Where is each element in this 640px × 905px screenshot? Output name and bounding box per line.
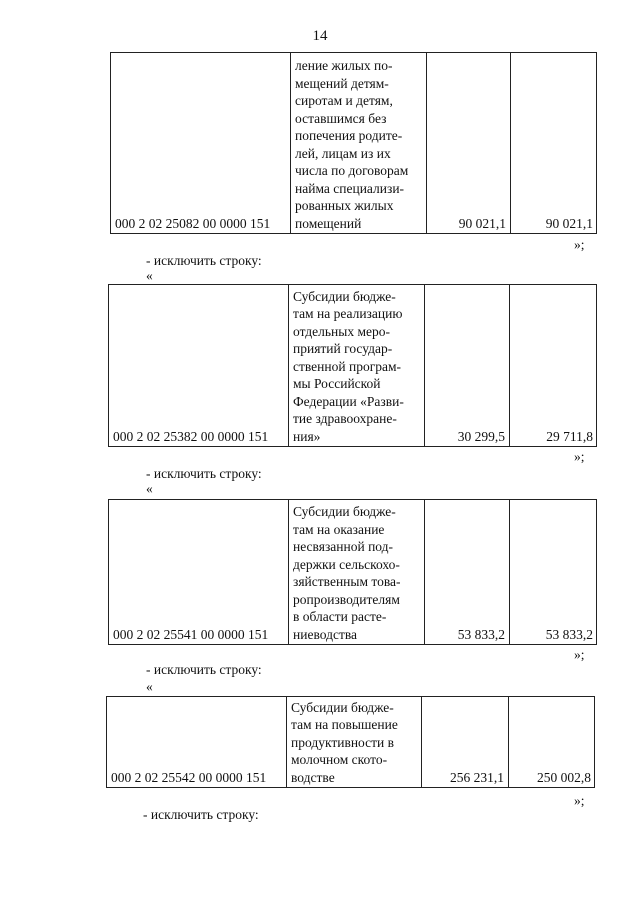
budget-code: 000 2 02 25382 00 0000 151 [113, 429, 269, 444]
row-value-1: 30 299,5 [457, 429, 505, 444]
row-value-1: 53 833,2 [457, 627, 505, 642]
closing-quote: »; [574, 237, 585, 252]
row-value-1: 90 021,1 [458, 216, 506, 231]
row-description: ление жилых по- мещений детям- сиротам и детям, оставшимся без попечения родите- лей, лицам из их числа по договорам найма специализи- рованных жилых помещений [295, 58, 409, 231]
row-value-2: 29 711,8 [546, 429, 593, 444]
instruction-text: - исключить строку: [143, 807, 259, 822]
closing-quote: »; [574, 449, 585, 464]
row-value-2: 90 021,1 [545, 216, 593, 231]
row-description: Субсидии бюдже- там на повышение продуктивности в молочном ското- водстве [291, 699, 398, 785]
description-cell [291, 53, 427, 233]
code-cell [109, 500, 289, 644]
opening-quote: « [146, 268, 153, 283]
row-description: Субсидии бюдже- там на реализацию отдельных меро- приятий государ- ственной програм- мы Российской Федерации «Разви- тие здравоохране- ния» [293, 288, 404, 444]
table-row [110, 52, 597, 234]
row-description: Субсидии бюдже- там на оказание несвязанной под- держки сельскохо- зяйственным това- ропроизводителям в области расте- ниеводства [293, 504, 401, 642]
code-cell [111, 53, 291, 233]
description-cell [289, 285, 425, 446]
row-value-2: 250 002,8 [537, 770, 591, 785]
value1-cell [425, 500, 510, 644]
instruction-text: - исключить строку: [146, 662, 262, 677]
code-cell [109, 285, 289, 446]
table-row [106, 696, 595, 788]
budget-code: 000 2 02 25542 00 0000 151 [111, 770, 267, 785]
value1-cell [425, 285, 510, 446]
description-cell [289, 500, 425, 644]
closing-quote: »; [574, 647, 585, 662]
budget-code: 000 2 02 25541 00 0000 151 [113, 627, 269, 642]
code-cell [107, 697, 287, 787]
value2-cell [510, 500, 597, 644]
row-value-2: 53 833,2 [545, 627, 593, 642]
table-row [108, 499, 597, 645]
row-value-1: 256 231,1 [450, 770, 504, 785]
value2-cell [511, 53, 597, 233]
page-number: 14 [312, 28, 328, 44]
closing-quote: »; [574, 793, 585, 808]
value2-cell [509, 697, 595, 787]
description-cell [287, 697, 422, 787]
value2-cell [510, 285, 597, 446]
budget-code: 000 2 02 25082 00 0000 151 [115, 216, 271, 231]
value1-cell [422, 697, 509, 787]
value1-cell [427, 53, 511, 233]
instruction-text: - исключить строку: [146, 253, 262, 268]
opening-quote: « [146, 679, 153, 694]
instruction-text: - исключить строку: [146, 466, 262, 481]
table-row [108, 284, 597, 447]
opening-quote: « [146, 481, 153, 496]
